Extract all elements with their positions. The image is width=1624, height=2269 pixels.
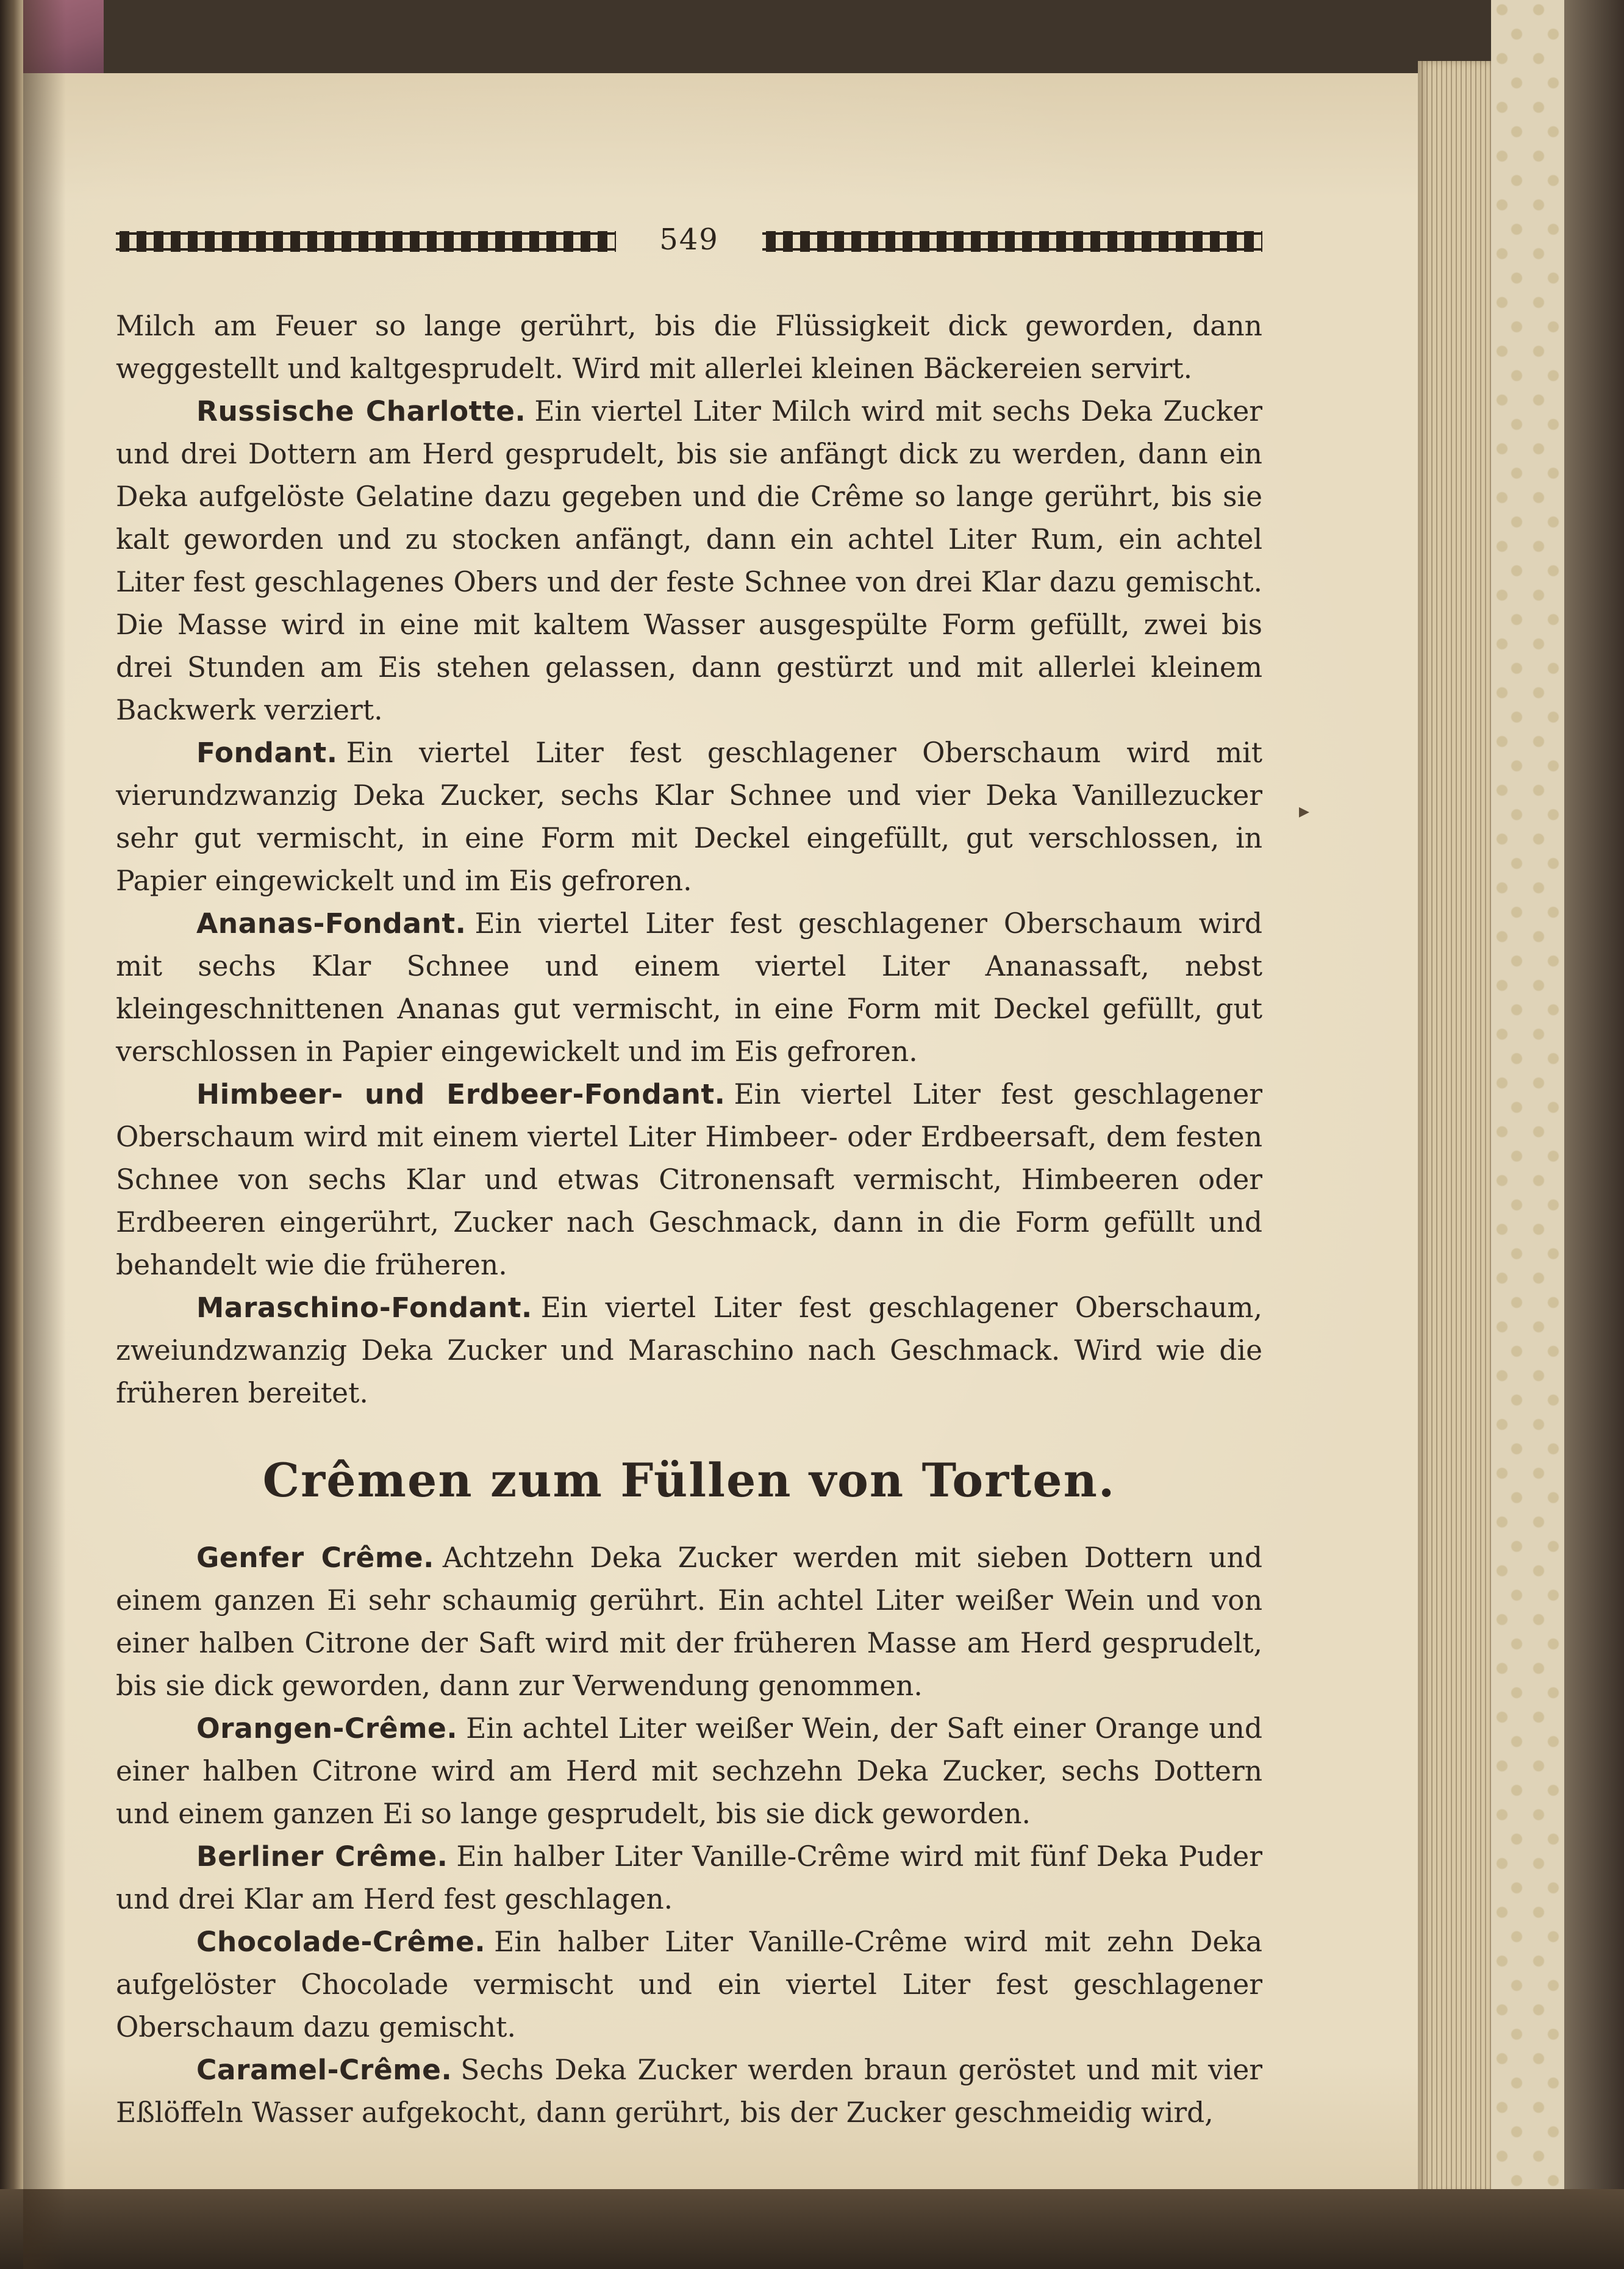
recipe-paragraph <box>116 1537 1262 1707</box>
recipe-paragraph <box>116 1707 1262 1835</box>
page-body <box>116 305 1262 2134</box>
recipe-paragraph <box>116 1287 1262 1415</box>
recipe-paragraph <box>116 2049 1262 2134</box>
page-edges <box>1418 61 1491 2195</box>
recipe-title: Caramel-Crême. <box>196 2054 453 2086</box>
running-header <box>116 223 1262 259</box>
recipe-paragraph <box>116 902 1262 1073</box>
recipe-paragraph <box>116 1921 1262 2049</box>
recipe-title: Maraschino-Fondant. <box>196 1292 532 1324</box>
book-left-edge <box>0 0 23 2269</box>
recipe-paragraph <box>116 732 1262 902</box>
recipe-title: Russische Charlotte. <box>196 395 526 427</box>
header-ornament-right <box>762 231 1262 252</box>
recipe-paragraph <box>116 1835 1262 1921</box>
recipe-title: Ananas-Fondant. <box>196 907 467 940</box>
recipe-text: Ein viertel Liter Milch wird mit sechs Deka Zucker und drei Dottern am Herd gesprudelt, bis sie anfängt dick zu werden, dann ein Deka aufgelöste Gelatine dazu gegeben und die Crême so lange gerührt, bis sie kalt geworden und zu stocken anfängt, dann ein achtel Liter Rum, ein achtel Liter fest geschlagenes Obers und der feste Schnee von drei Klar dazu gemischt. Die Masse wird in eine mit kaltem Wasser ausgespülte Form gefüllt, zwei bis drei Stunden am Eis stehen gelassen, dann gestürzt und mit allerlei kleinem Backwerk verziert. <box>116 395 1263 726</box>
recipe-text: Sechs Deka Zucker werden braun geröstet und mit vier Eßlöffeln Wasser aufgekocht, dann gerührt, bis der Zucker geschmeidig wird, <box>116 2054 1262 2129</box>
recipe-text: Ein achtel Liter weißer Wein, der Saft einer Orange und einer halben Citrone wird am Herd mit sechzehn Deka Zucker, sechs Dottern und einem ganzen Ei so lange gesprudelt, bis sie dick geworden. <box>116 1712 1262 1830</box>
recipe-text: Ein halber Liter Vanille-Crême wird mit fünf Deka Puder und drei Klar am Herd fest geschlagen. <box>116 1840 1262 1915</box>
recipe-title: Himbeer- und Erdbeer-Fondant. <box>196 1078 726 1110</box>
recipe-title: Chocolade-Crême. <box>196 1926 486 1958</box>
recipe-title: Orangen-Crême. <box>196 1712 458 1745</box>
continued-paragraph: Milch am Feuer so lange gerührt, bis die Flüssigkeit dick geworden, dann weggestellt und kaltgesprudelt. Wird mit allerlei kleinen Bäckereien servirt. <box>116 310 1262 385</box>
recipe-text: Ein viertel Liter fest geschlagener Oberschaum wird mit vierundzwanzig Deka Zucker, sechs Klar Schnee und vier Deka Vanillezucker sehr gut vermischt, in eine Form mit Deckel eingefüllt, gut verschlossen, in Papier eingewickelt und im Eis gefroren. <box>116 737 1262 897</box>
section-heading: Crêmen zum Füllen von Torten. <box>262 1453 1116 1507</box>
margin-mark-icon: ▸ <box>1299 799 1310 823</box>
recipe-title: Genfer Crême. <box>196 1542 434 1574</box>
recipe-paragraph <box>116 390 1262 732</box>
recipe-text: Ein viertel Liter fest geschlagener Oberschaum wird mit sechs Klar Schnee und einem viertel Liter Ananassaft, nebst kleingeschnittenen Ananas gut vermischt, in eine Form mit Deckel gefüllt, gut verschlossen in Papier eingewickelt und im Eis gefroren. <box>116 907 1262 1068</box>
recipe-paragraph <box>116 1073 1262 1287</box>
back-cover-edge <box>1564 0 1624 2269</box>
recipe-text: Ein halber Liter Vanille-Crême wird mit zehn Deka aufgelöster Chocolade vermischt und ein viertel Liter fest geschlagener Oberschaum dazu gemischt. <box>116 1926 1262 2043</box>
recipe-text: Ein viertel Liter fest geschlagener Oberschaum, zweiundzwanzig Deka Zucker und Maraschino nach Geschmack. Wird wie die früheren bereitet. <box>116 1292 1262 1409</box>
bottom-shadow <box>0 2189 1624 2269</box>
endpaper-pattern <box>1491 0 1564 2269</box>
recipe-text: Ein viertel Liter fest geschlagener Oberschaum wird mit einem viertel Liter Himbeer- oder Erdbeersaft, dem festen Schnee von sechs Klar und etwas Citronensaft vermischt, Himbeeren oder Erdbeeren eingerührt, Zucker nach Geschmack, dann in die Form gefüllt und behandelt wie die früheren. <box>116 1078 1262 1281</box>
recipe-title: Fondant. <box>196 737 338 769</box>
recipe-title: Berliner Crême. <box>196 1840 448 1873</box>
recipe-text: Achtzehn Deka Zucker werden mit sieben Dottern und einem ganzen Ei sehr schaumig gerührt. Ein achtel Liter weißer Wein und von einer halben Citrone der Saft wird mit der früheren Masse am Herd gesprudelt, bis sie dick geworden, dann zur Verwendung genommen. <box>116 1542 1262 1702</box>
page-number: 549 <box>659 223 719 257</box>
header-ornament-left <box>116 231 616 252</box>
